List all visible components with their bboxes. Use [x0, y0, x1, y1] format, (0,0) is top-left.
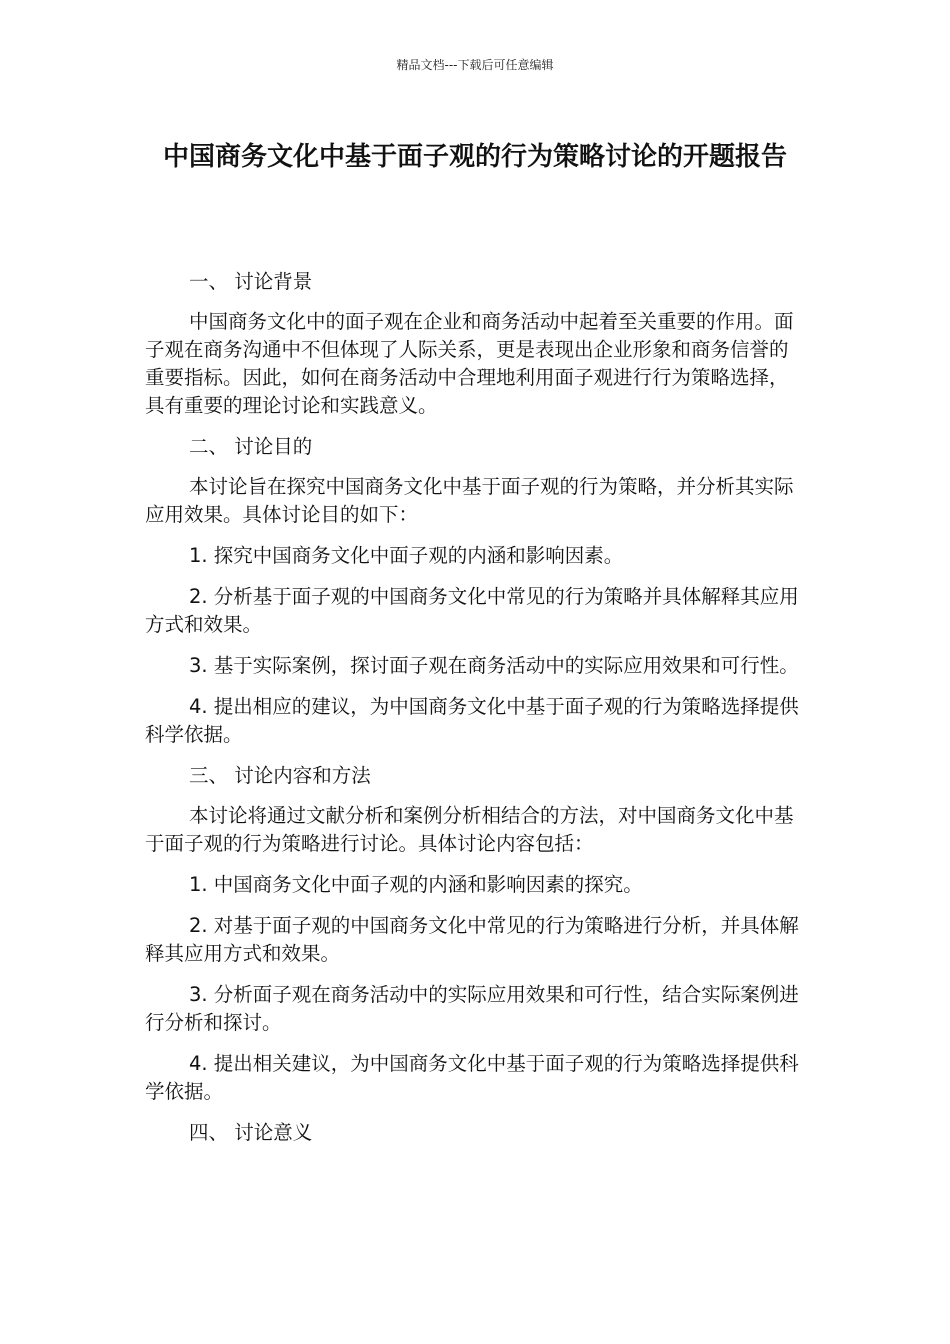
section-heading: 四、 讨论意义	[189, 1121, 313, 1144]
document-body	[145, 268, 805, 1159]
page-header: 精品文档---下载后可任意编辑	[396, 58, 554, 72]
list-item: 3. 分析面子观在商务活动中的实际应用效果和可行性，结合实际案例进行分析和探讨。	[145, 983, 799, 1034]
section-heading: 三、 讨论内容和方法	[189, 764, 371, 787]
list-item: 3. 基于实际案例，探讨面子观在商务活动中的实际应用效果和可行性。	[189, 654, 799, 677]
section-heading: 二、 讨论目的	[189, 435, 313, 458]
body-paragraph: 本讨论旨在探究中国商务文化中基于面子观的行为策略，并分析其实际应用效果。具体讨论目的如下：	[145, 475, 794, 526]
list-item: 4. 提出相关建议，为中国商务文化中基于面子观的行为策略选择提供科学依据。	[145, 1052, 799, 1103]
list-item: 2. 对基于面子观的中国商务文化中常见的行为策略进行分析，并具体解释其应用方式和效果。	[145, 914, 799, 965]
document-title: 中国商务文化中基于面子观的行为策略讨论的开题报告	[162, 142, 787, 172]
list-item: 1. 探究中国商务文化中面子观的内涵和影响因素。	[189, 544, 624, 567]
body-paragraph: 本讨论将通过文献分析和案例分析相结合的方法，对中国商务文化中基于面子观的行为策略进行讨论。具体讨论内容包括：	[145, 804, 794, 855]
body-paragraph: 中国商务文化中的面子观在企业和商务活动中起着至关重要的作用。面子观在商务沟通中不但体现了人际关系，更是表现出企业形象和商务信誉的重要指标。因此，如何在商务活动中合理地利用面子观进行行为策略选择，具有重要的理论讨论和实践意义。	[145, 310, 794, 417]
section-heading: 一、 讨论背景	[189, 270, 313, 293]
list-item: 4. 提出相应的建议，为中国商务文化中基于面子观的行为策略选择提供科学依据。	[145, 695, 799, 746]
list-item: 2. 分析基于面子观的中国商务文化中常见的行为策略并具体解释其应用方式和效果。	[145, 585, 799, 636]
list-item: 1. 中国商务文化中面子观的内涵和影响因素的探究。	[189, 873, 643, 896]
